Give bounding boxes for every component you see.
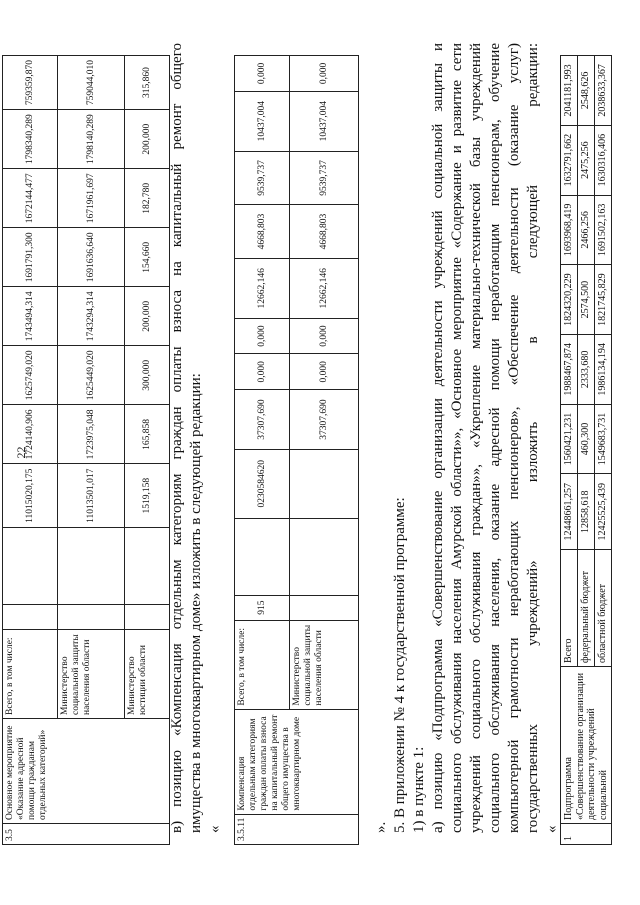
- paragraph-b: в) позицию «Компенсация отдельным категориям граждан оплаты взноса на капитальный ремонт общего имущества в многоквартирном доме» изложить в следующей редакции: «: [169, 43, 223, 833]
- page-number: 22: [14, 446, 28, 459]
- table-row: 3.5 Основное мероприятие «Оказание адресной помощи гражданам отдельных категорий» Всего, в том числе: 11015020,175 1724140,906 1625749,020 1743494,314 1691791,300 1672144,477 1798340,289 759359,870: [3, 56, 58, 845]
- table-row-3-5: [2, 55, 170, 845]
- table-row: Министерство социальной защиты населения области 37307,690 0,000 0,000 12662,146 4668,803 9539,737 10437,004 0,000: [290, 56, 359, 845]
- table-row-3-5-11: [234, 55, 359, 845]
- row-index: 3.5: [3, 824, 170, 845]
- table-row: Министерство социальной защиты населения области 11013501,017 1723975,048 1625449,020 1743294,314 1691636,640 1671961,697 1798140,289 759044,010: [58, 56, 125, 845]
- table-row: Министерство юстиции области 1519,158 165,858 300,000 200,000 154,660 182,780 200,000 315,860: [125, 56, 170, 845]
- table-row: федеральный бюджет 12858,618 460,300 2333,680 2574,500 2466,256 2475,256 2548,626: [578, 56, 595, 845]
- table-row: 1 Подпрограмма «Совершенствование организации деятельности учреждений социальной Всего 12448661,257 1560421,231 1988467,874 1824320,229 1693968,419 1632791,662 2041181,993: [561, 56, 578, 845]
- table-row: 3.5.11 Компенсация отдельным категориям граждан оплаты взноса на капитальный ремонт общего имущества в многоквартирном доме Всего, в том числе: 915 0230584620 37307,690 0,000 0,000 12662,146 4668,803 9539,737 10437,004 0,000: [235, 56, 290, 845]
- table-row: областной бюджет 12425525,439 1549683,731 1986134,194 1821745,829 1691502,163 1630316,406 2038633,367: [595, 56, 612, 845]
- section-5: ». 5. В приложении № 4 к государственной программе: 1) в пункте 1: а) позицию «Подпрограмма «Совершенствование организации деятельности учреждений социальной защиты и социального обслуживания населения Амурской области»», «Основное мероприятие «Содержание и развитие сети учреждений социального обслуживания граждан»», «Укрепление материально-технической базы учреждений социального обслуживания населения, оказание адресной помощи неработающим пенсионерам, обучение компьютерной грамотности неработающих пенсионеров», «Обеспечение деятельности (оказание услуг) государственных учреждений» изложить в следующей редакции: «: [373, 43, 560, 833]
- table-subprogram: [560, 55, 612, 845]
- row-label: Всего, в том числе:: [3, 630, 58, 719]
- row-title: Основное мероприятие «Оказание адресной помощи гражданам отдельных категорий»: [3, 719, 170, 824]
